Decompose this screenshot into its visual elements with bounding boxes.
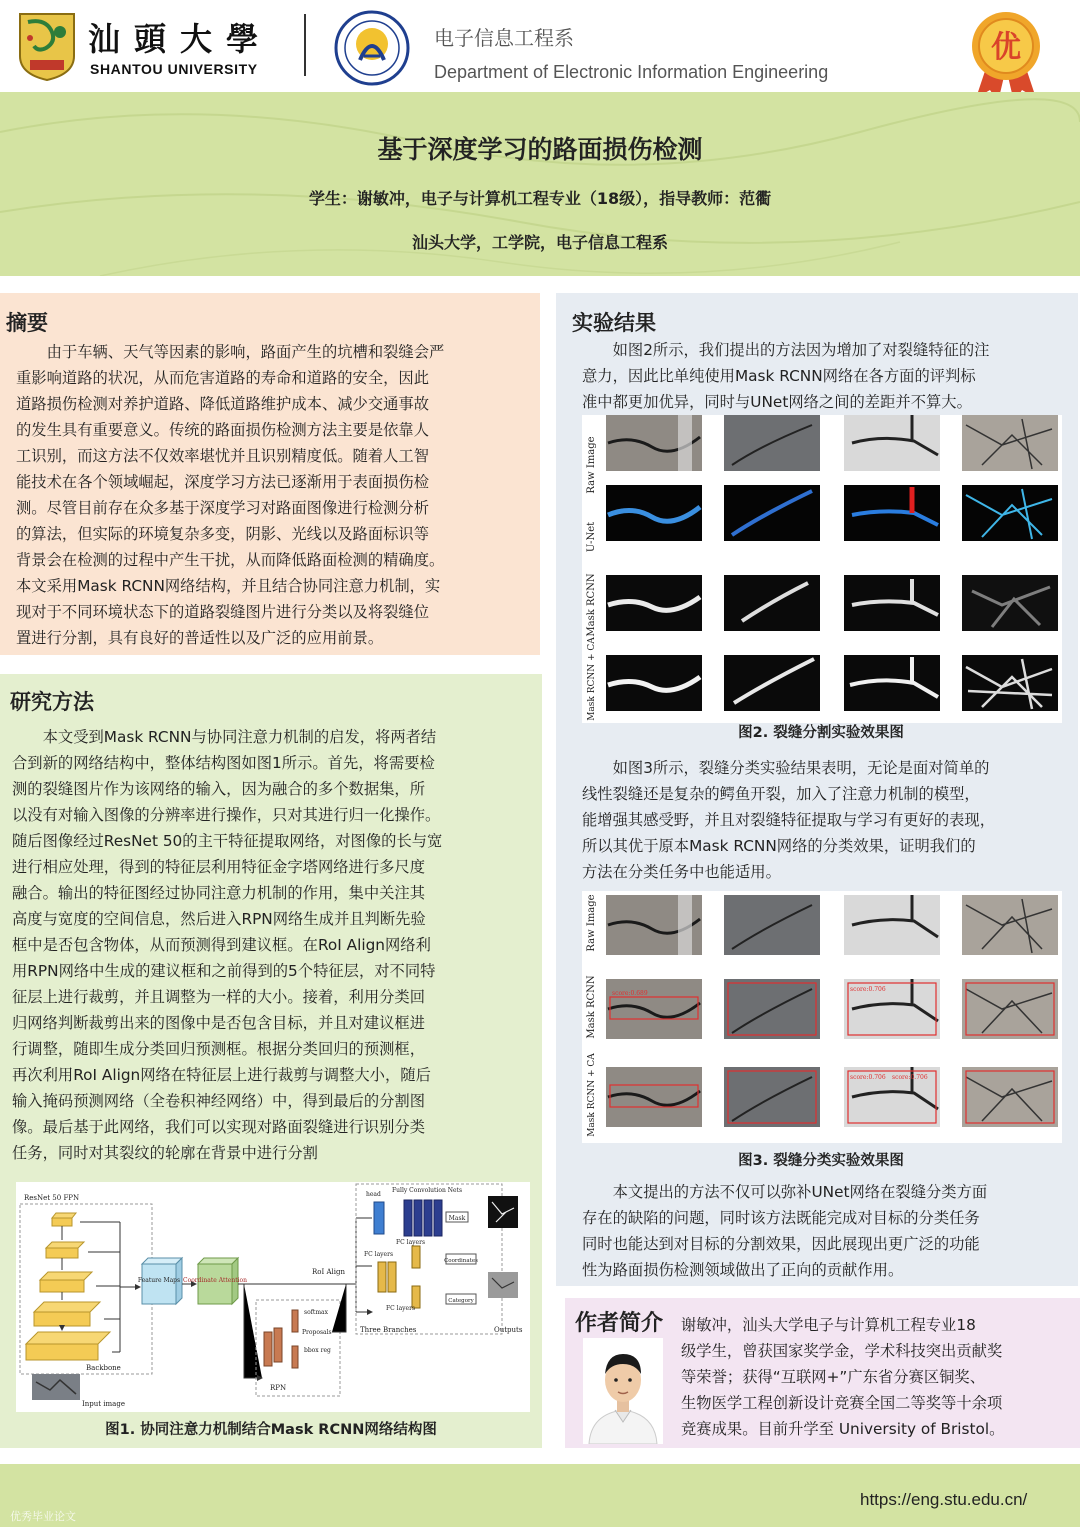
figure2-segmentation-grid	[582, 415, 1062, 723]
row-label-mask-rcnn-ca: Mask RCNN + CA	[587, 637, 597, 721]
head-label: head	[366, 1191, 381, 1198]
method-section	[0, 674, 542, 1448]
results-para-2	[582, 755, 1066, 885]
raw-image-3	[844, 895, 940, 955]
results-line: 意力，因此比单纯使用Mask RCNN网络在各方面的评判标	[582, 367, 976, 385]
backbone-label: Backbone	[86, 1364, 121, 1372]
network-architecture-svg	[16, 1182, 530, 1412]
abstract-line: 能技术在各个领域崛起，深度学习方法已逐渐用于表面损伤检	[16, 473, 430, 491]
method-line: 框中是否包含物体，从而预测得到建议框。在RoI Align网络利	[12, 936, 431, 954]
method-line: 归网络判断裁剪出来的图像中是否包含目标，并且对建议框进	[12, 1014, 426, 1032]
affiliation-line: 汕头大学，工学院，电子信息工程系	[411, 233, 668, 252]
abstract-line: 工识别，而这方法不仅效率堪忧并且识别精度低。随着人工智	[16, 447, 430, 465]
results-line: 存在的缺陷的问题，同时该方法既能完成对目标的分类任务	[582, 1209, 980, 1227]
rpn-layer	[292, 1310, 298, 1332]
fpn-level	[34, 1302, 100, 1312]
department-name-cn: 电子信息工程系	[434, 26, 574, 50]
outputs-label: Outputs	[494, 1326, 523, 1334]
author-bio-line: 竞赛成果。目前升学至 University of Bristol。	[681, 1420, 1005, 1438]
fpn-level	[46, 1248, 78, 1258]
author-bio-line: 级学生，曾获国家奖学金，学术科技突出贡献奖	[681, 1342, 1003, 1360]
results-line: 如图2所示，我们提出的方法因为增加了对裂缝特征的注	[582, 341, 990, 359]
coordinate-attention-box	[198, 1264, 232, 1304]
head-layer	[374, 1202, 384, 1234]
rpn-layer	[274, 1328, 282, 1362]
method-line: 像。最后基于此网络，我们可以实现对路面裂缝进行识别分类	[12, 1118, 426, 1136]
abstract-line: 置进行分割，具有良好的普适性以及广泛的应用前景。	[16, 629, 384, 647]
watermark: 优秀毕业论文	[10, 1510, 76, 1523]
method-line: 用RPN网络中生成的建议框和之前得到的5个特征层，对不同特	[12, 962, 436, 980]
fpn-level	[52, 1213, 76, 1218]
department-logo-icon	[334, 10, 410, 86]
rpn-layer	[292, 1346, 298, 1368]
detection-score: score:0.706	[850, 1074, 886, 1081]
abstract-line: 现对于不同环境状态下的道路裂缝图片进行分类以及将裂缝位	[16, 603, 430, 621]
fc-layer	[388, 1262, 396, 1292]
input-image-thumb	[32, 1374, 80, 1400]
method-line: 征层上进行裁剪，并且调整为一样的大小。接着，利用分类回	[12, 988, 426, 1006]
mask-rcnn-ca-detection-1	[606, 1067, 702, 1127]
author-bio-line: 谢敏冲，汕头大学电子与计算机工程专业18	[681, 1316, 976, 1334]
method-line: 再次利用RoI Align网络在特征层上进行裁剪与调整大小，随后	[12, 1066, 431, 1084]
figure3-classification-grid	[582, 891, 1062, 1143]
feature-maps-label: Feature Maps	[137, 1277, 181, 1284]
method-line: 以没有对输入图像的分辨率进行操作，只对其进行归一化操作。	[12, 806, 441, 824]
fcn-layer	[424, 1200, 432, 1236]
fc-layers-label: FC layers	[364, 1251, 394, 1258]
results-section	[556, 293, 1078, 1286]
fc-layers-label: FC layers	[396, 1239, 426, 1246]
fcn-layer	[414, 1200, 422, 1236]
method-line: 进行相应处理，得到的特征层利用特征金字塔网络进行多尺度	[12, 858, 426, 876]
fpn-level	[52, 1218, 72, 1226]
rpn-label: RPN	[270, 1384, 287, 1392]
raw-image-4	[962, 895, 1058, 955]
figure2-caption: 图2. 裂缝分割实验效果图	[738, 725, 904, 741]
detection-score: score:0.706	[892, 1074, 928, 1081]
fcn-label: Fully Convolution Nets	[392, 1187, 463, 1194]
category-label: Category	[448, 1298, 474, 1304]
figure3-caption: 图3. 裂缝分类实验效果图	[738, 1153, 904, 1169]
results-line: 同时也能达到对目标的分割效果，因此展现出更广泛的功能	[582, 1235, 980, 1253]
fc-layer	[378, 1262, 386, 1292]
results-line: 方法在分类任务中也能适用。	[582, 863, 781, 881]
method-line: 任务，同时对其裂纹的轮廓在背景中进行分割	[12, 1144, 318, 1162]
row-label-raw-image: Raw Image	[586, 436, 597, 494]
results-para-3	[582, 1179, 1066, 1283]
method-line: 输入掩码预测网络（全卷积神经网络）中，得到最后的分割图	[12, 1092, 426, 1110]
author-section	[565, 1298, 1080, 1448]
feature-maps-box	[142, 1264, 176, 1304]
backbone-title: ResNet 50 FPN	[24, 1194, 80, 1202]
roi-align-label: RoI Align	[312, 1268, 345, 1276]
raw-image-3	[844, 415, 940, 471]
rpn-layer	[264, 1332, 272, 1366]
fpn-level	[34, 1312, 90, 1326]
mask-output-thumb	[488, 1196, 518, 1228]
abstract-section	[0, 293, 540, 655]
segmentation-grid-svg	[582, 415, 1062, 723]
classification-grid-svg	[582, 891, 1062, 1143]
results-line: 性为路面损伤检测领域做出了正向的贡献作用。	[582, 1261, 904, 1279]
detection-score: score:0.689	[612, 990, 648, 997]
results-heading: 实验结果	[572, 311, 656, 335]
figure1-caption: 图1. 协同注意力机制结合Mask RCNN网络结构图	[105, 1422, 437, 1438]
row-label-mask-rcnn: Mask RCNN	[586, 975, 597, 1039]
softmax-label: softmax	[304, 1309, 328, 1316]
method-line: 行调整，随即生成分类回归预测框。根据分类回归的预测框，	[12, 1040, 426, 1058]
detection-output-thumb	[488, 1272, 518, 1298]
abstract-line: 的发生具有重要意义。传统的路面损伤检测方法主要是依靠人	[16, 421, 430, 439]
fpn-level	[40, 1272, 92, 1280]
results-line: 本文提出的方法不仅可以弥补UNet网络在裂缝分类方面	[582, 1183, 988, 1201]
fc-layers-label: FC layers	[386, 1305, 416, 1312]
three-branches-label: Three Branches	[360, 1326, 417, 1334]
method-line: 高度与宽度的空间信息，然后进入RPN网络生成并且判断先验	[12, 910, 426, 928]
method-line: 测的裂缝图片作为该网络的输入，因为融合的多个数据集，所	[12, 780, 426, 798]
results-line: 能增强其感受野，并且对裂缝特征提取与学习有更好的表现，	[582, 811, 996, 829]
abstract-line: 本文采用Mask RCNN网络结构，并且结合协同注意力机制，实	[16, 577, 441, 595]
author-bio-line: 生物医学工程创新设计竞赛全国二等奖等十余项	[681, 1394, 1003, 1412]
fpn-level	[26, 1332, 110, 1344]
bbox-reg-label: bbox reg	[304, 1347, 331, 1354]
award-label: 优	[991, 30, 1021, 65]
author-bio-line: 等荣誉；获得“互联网+”广东省分赛区铜奖、	[681, 1368, 986, 1386]
shantou-university-emblem-icon	[16, 10, 78, 82]
university-name-cn: 汕頭大學	[88, 20, 273, 58]
abstract-line: 的算法，但实际的环境复杂多变，阴影、光线以及路面标识等	[16, 525, 430, 543]
method-line: 本文受到Mask RCNN与协同注意力机制的启发，将两者结	[12, 728, 437, 746]
fcn-layer	[434, 1200, 442, 1236]
row-label-mask-rcnn-ca: Mask RCNN + CA	[587, 1053, 597, 1137]
abstract-line: 背景会在检测的过程中产生干扰，从而降低路面检测的精确度。	[16, 551, 445, 569]
university-name-en: SHANTOU UNIVERSITY	[90, 61, 258, 77]
author-bio	[681, 1312, 1080, 1442]
row-label-unet: U-Net	[586, 521, 597, 553]
abstract-line: 道路损伤检测对养护道路、降低道路维护成本、减少交通事故	[16, 395, 430, 413]
fpn-level	[46, 1242, 84, 1248]
author-heading: 作者简介	[575, 1311, 664, 1336]
results-line: 线性裂缝还是复杂的鳄鱼开裂，加入了注意力机制的模型，	[582, 785, 980, 803]
results-para-1	[582, 337, 1066, 415]
method-line: 合到新的网络结构中，整体结构图如图1所示。首先，将需要检	[12, 754, 435, 772]
abstract-line: 由于车辆、天气等因素的影响，路面产生的坑槽和裂缝会严	[16, 343, 445, 361]
footer-website-link[interactable]: https://eng.stu.edu.cn/	[860, 1490, 1028, 1509]
input-image-label: Input image	[82, 1400, 125, 1408]
row-label-raw-image: Raw Image	[586, 894, 597, 952]
fpn-level	[40, 1280, 84, 1292]
header-divider	[304, 14, 306, 76]
fpn-level	[26, 1344, 98, 1360]
method-body	[12, 724, 524, 1166]
mask-rcnn-ca-detection-4	[962, 1067, 1058, 1127]
row-label-mask-rcnn: Mask RCNN	[586, 573, 597, 637]
abstract-heading: 摘要	[6, 311, 48, 335]
detection-score: score:0.706	[850, 986, 886, 993]
department-name-en: Department of Electronic Information Engineering	[434, 62, 829, 82]
author-line: 学生：谢敏冲，电子与计算机工程专业（18级），指导教师：范衢	[308, 189, 772, 208]
fc-layer	[412, 1246, 420, 1268]
poster-title: 基于深度学习的路面损伤检测	[377, 135, 703, 164]
results-line: 准中都更加优异，同时与UNet网络之间的差距并不算大。	[582, 393, 972, 411]
method-heading: 研究方法	[10, 690, 94, 714]
fcn-layer	[404, 1200, 412, 1236]
method-line: 随后图像经过ResNet 50的主干特征提取网络，对图像的长与宽	[12, 832, 443, 850]
mask-label: Mask	[448, 1215, 466, 1222]
abstract-line: 测。尽管目前存在众多基于深度学习对路面图像进行检测分析	[16, 499, 430, 517]
abstract-body	[16, 339, 528, 651]
author-photo	[583, 1338, 663, 1444]
excellence-award-badge-icon	[968, 10, 1044, 102]
poster-header	[0, 0, 1080, 92]
mask-rcnn-detection-4	[962, 979, 1058, 1039]
abstract-line: 重影响道路的状况，从而危害道路的寿命和道路的安全，因此	[16, 369, 430, 387]
proposals-label: Proposals	[302, 1329, 332, 1336]
coordinates-label: Coordinates	[444, 1258, 478, 1264]
method-line: 融合。输出的特征图经过协同注意力机制的作用，集中关注其	[12, 884, 426, 902]
results-line: 所以其优于原本Mask RCNN网络的分类效果，证明我们的	[582, 837, 976, 855]
figure1-network-diagram	[16, 1182, 530, 1412]
coordinate-attention-label: Coordinate Attention	[182, 1277, 248, 1284]
results-line: 如图3所示，裂缝分类实验结果表明，无论是面对简单的	[582, 759, 990, 777]
mask-rcnn-detection-1	[606, 979, 702, 1039]
